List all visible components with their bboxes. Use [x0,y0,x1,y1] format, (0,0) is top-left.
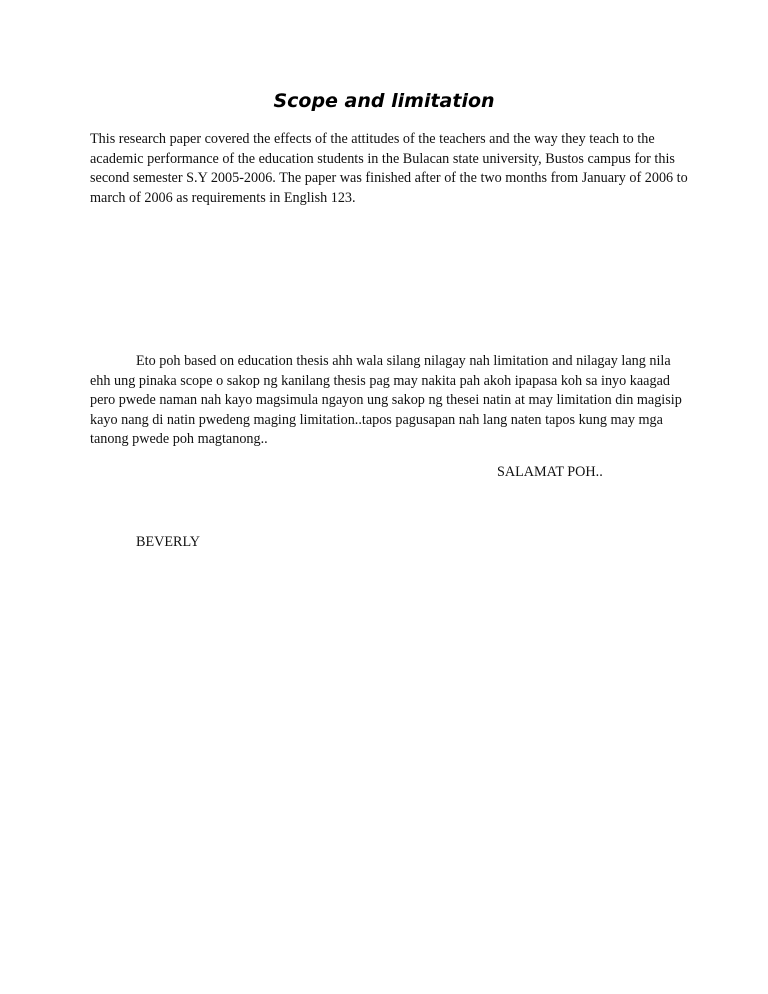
signature-name: BEVERLY [136,534,200,550]
page-title: Scope and limitation [273,90,495,112]
paragraph-scope: This research paper covered the effects of the attitudes of the teachers and the way they teach to the academic performance of the education students in the Bulacan state university, Bustos campus for this second semester S.Y 2005-2006. The paper was finished after of the two months from January of 2006 to march of 2006 as requirements in English 123. [90,131,688,206]
closing-text: SALAMAT POH.. [497,464,603,480]
paragraph-note: Eto poh based on education thesis ahh wala silang nilagay nah limitation and nilagay lang nila ehh ung pinaka scope o sakop ng kanilang thesis pag may nakita pah akoh ipapasa koh sa inyo kaagad pero pwede naman nah kayo magsimula ngayon ung sakop ng thesei natin at may limitation din magisip kayo nang di natin pwedeng maging limitation..tapos pagusapan nah lang naten tapos kung may mga tanong pwede poh magtanong.. [90,353,682,448]
